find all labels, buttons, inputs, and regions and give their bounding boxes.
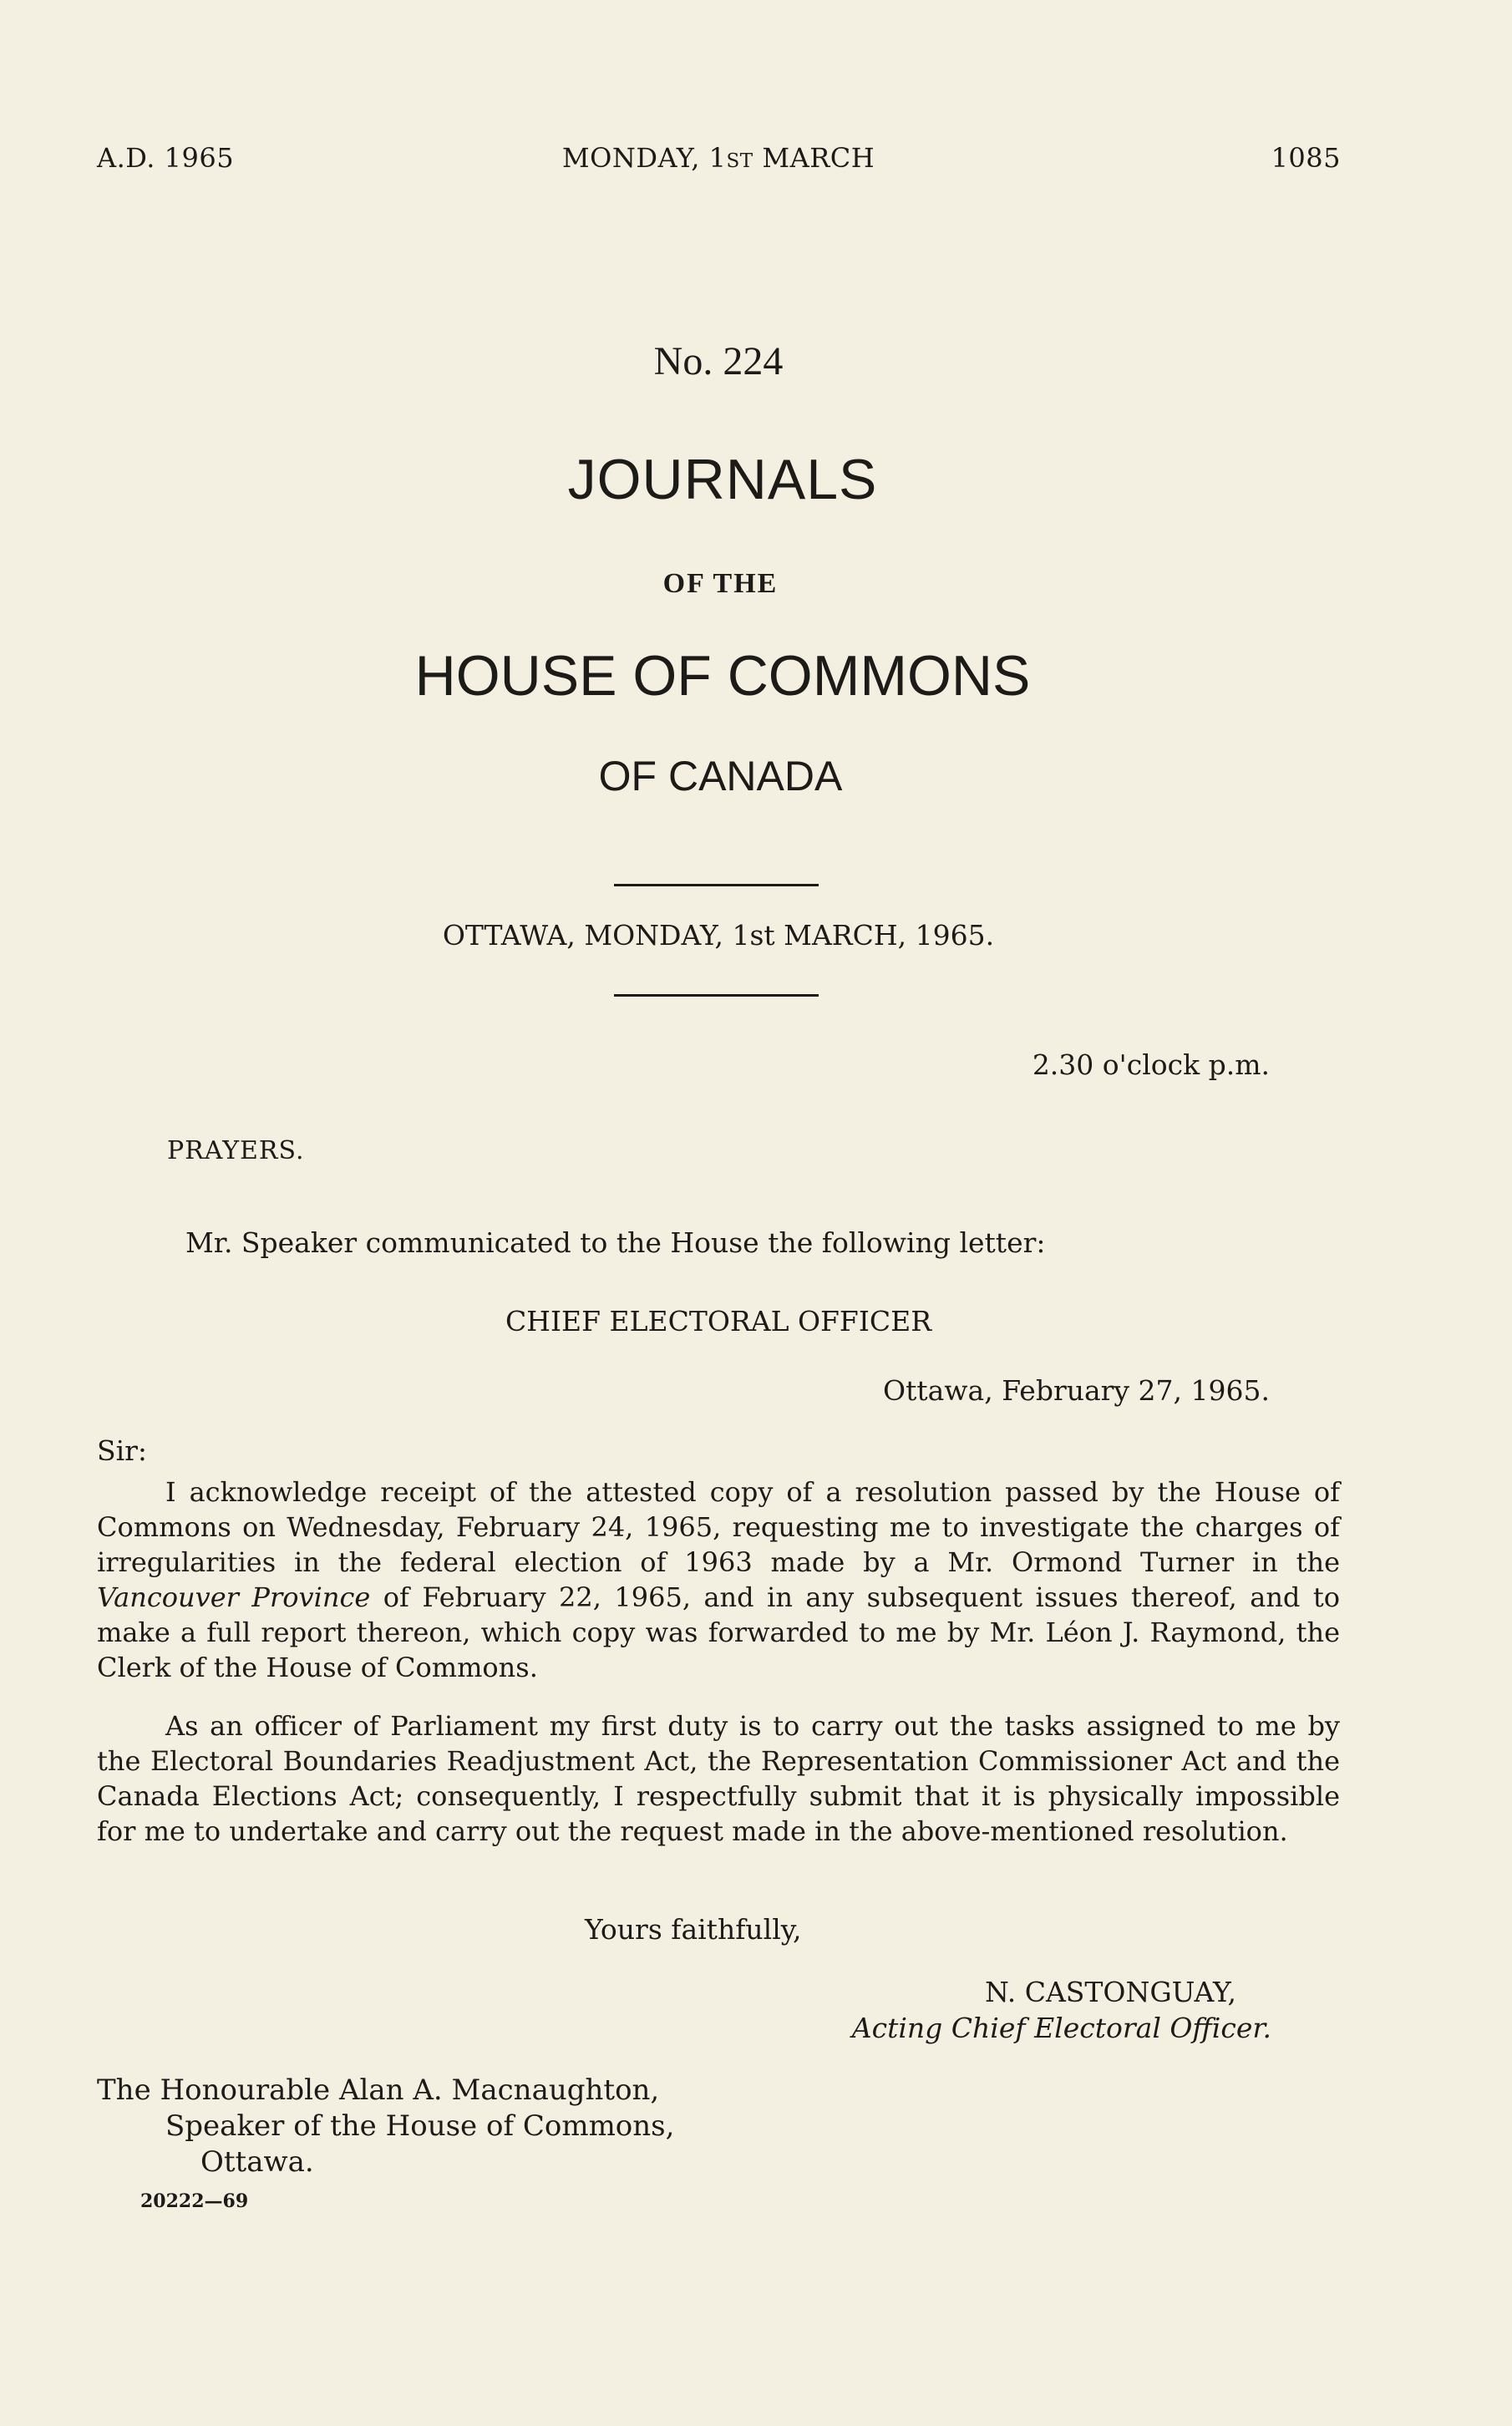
prayers-heading: PRAYERS. (167, 1136, 305, 1165)
page-number: 1085 (1271, 142, 1341, 174)
title-of-the: OF THE (662, 568, 779, 599)
title-of-canada: OF CANADA (598, 753, 843, 799)
title-house-of-commons: HOUSE OF COMMONS (414, 644, 1031, 708)
addressee-city: Ottawa. (200, 2145, 314, 2179)
header-year: A.D. 1965 (97, 142, 235, 174)
print-code: 20222—69 (140, 2190, 249, 2212)
dateline: OTTAWA, MONDAY, 1st MARCH, 1965. (442, 919, 995, 952)
letter-salutation: Sir: (97, 1434, 148, 1467)
issue-number: No. 224 (653, 339, 784, 383)
addressee-name: The Honourable Alan A. Macnaughton, (97, 2073, 660, 2107)
communication-text: Mr. Speaker communicated to the House the following letter: (185, 1226, 1046, 1259)
divider-rule (614, 994, 819, 997)
signer-name: N. CASTONGUAY, (984, 1976, 1236, 2008)
divider-rule (614, 884, 819, 886)
letter-closing: Yours faithfully, (585, 1913, 802, 1946)
letter-office: CHIEF ELECTORAL OFFICER (505, 1305, 932, 1337)
letter-date: Ottawa, February 27, 1965. (883, 1374, 1270, 1407)
addressee-position: Speaker of the House of Commons, (165, 2109, 675, 2143)
sitting-time: 2.30 o'clock p.m. (1032, 1048, 1270, 1081)
title-journals: JOURNALS (567, 448, 878, 511)
letter-paragraph: As an officer of Parliament my first duty is to carry out the tasks assigned to me by the Electoral Boundaries Readjustment Act, the Representation Commissioner Act and the Canada Elections Act; consequently, I respectfully submit that it is physically impossible for me to undertake and carry out the request made in the above-mentioned resolution. (97, 1710, 1340, 1847)
signer-title: Acting Chief Electoral Officer. (851, 2012, 1271, 2044)
header-date: MONDAY, 1ST MARCH (561, 142, 875, 174)
letter-paragraph: I acknowledge receipt of the attested copy of a resolution passed by the House of Commons on Wednesday, February 24, 1965, requesting me to investigate the charges of irregularities in the federal election of 1963 made by a Mr. Ormond Turner in the Vancouver Province of February 22, 1965, and in any subsequent issues thereof, and to make a full report thereon, which copy was forwarded to me by Mr. Léon J. Raymond, the Clerk of the House of Commons. (97, 1476, 1341, 1683)
